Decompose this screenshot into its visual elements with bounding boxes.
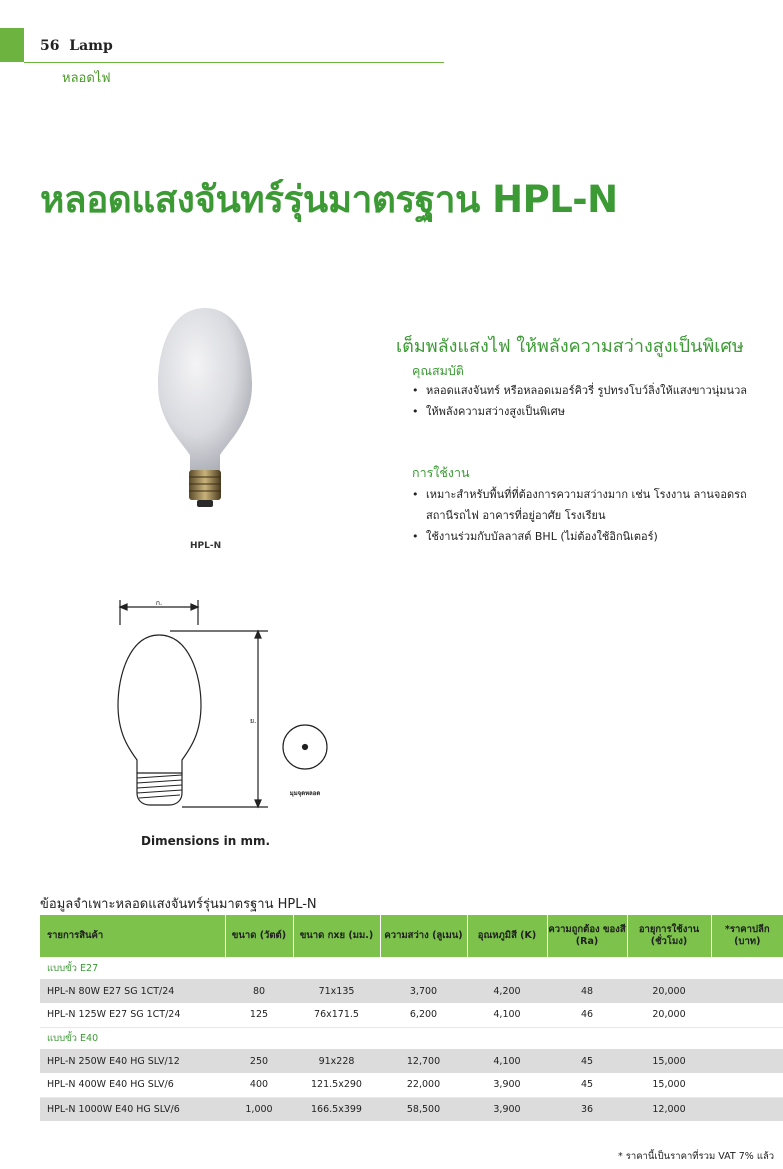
- cell-life: 15,000: [627, 1073, 711, 1097]
- group-label: แบบขั้ว E27: [47, 962, 99, 974]
- cell-watt: 250: [225, 1049, 293, 1073]
- cell-size: 121.5x290: [293, 1073, 380, 1097]
- cell-size: 71x135: [293, 979, 380, 1003]
- cell-watt: 1,000: [225, 1097, 293, 1121]
- dimensions-caption: Dimensions in mm.: [141, 834, 271, 848]
- list-item: • ให้พลังความสว่างสูงเป็นพิเศษ: [412, 401, 752, 422]
- cell-cct: 4,200: [467, 979, 547, 1003]
- features-heading: คุณสมบัติ: [412, 363, 464, 378]
- column-header: *ราคาปลีก (บาท): [711, 915, 783, 957]
- column-header: ความสว่าง (ลูเมน): [380, 915, 467, 957]
- dimension-diagram: [100, 595, 340, 815]
- cell-cct: 3,900: [467, 1073, 547, 1097]
- cell-cri: 45: [547, 1049, 627, 1073]
- page-header: [40, 38, 113, 54]
- cell-life: 20,000: [627, 1003, 711, 1027]
- table-row: [40, 1049, 783, 1073]
- header-accent-tab: [0, 28, 24, 62]
- table-row: [40, 1073, 783, 1097]
- group-row-e40: [40, 1027, 783, 1049]
- cell-price: [711, 1073, 783, 1097]
- cell-price: [711, 1049, 783, 1073]
- cell-product: HPL-N 80W E27 SG 1CT/24: [40, 979, 225, 1003]
- cell-price: [711, 1003, 783, 1027]
- table-row: [40, 1097, 783, 1121]
- cell-product: HPL-N 250W E40 HG SLV/12: [40, 1049, 225, 1073]
- product-photo-label: HPL-N: [190, 541, 222, 551]
- column-header: อายุการใช้งาน (ชั่วโมง): [627, 915, 711, 957]
- cell-size: 91x228: [293, 1049, 380, 1073]
- cell-life: 12,000: [627, 1097, 711, 1121]
- cell-lumen: 58,500: [380, 1097, 467, 1121]
- price-footnote: * ราคานี้เป็นราคาที่รวม VAT 7% แล้ว: [618, 1151, 775, 1162]
- cell-product: HPL-N 125W E27 SG 1CT/24: [40, 1003, 225, 1027]
- table-row: [40, 979, 783, 1003]
- cell-lumen: 3,700: [380, 979, 467, 1003]
- group-label: แบบขั้ว E40: [47, 1032, 99, 1044]
- cell-cri: 46: [547, 1003, 627, 1027]
- top-view-label: มุมจุดหลอด: [289, 790, 321, 797]
- cell-lumen: 22,000: [380, 1073, 467, 1097]
- column-header: ขนาด กxย (มม.): [293, 915, 380, 957]
- cell-lumen: 12,700: [380, 1049, 467, 1073]
- cell-price: [711, 1097, 783, 1121]
- list-item: • ใช้งานร่วมกับบัลลาสต์ BHL (ไม่ต้องใช้อิกนิเตอร์): [412, 526, 752, 547]
- cell-watt: 125: [225, 1003, 293, 1027]
- table-row: [40, 1003, 783, 1027]
- page-title: หลอดแสงจันทร์รุ่นมาตรฐาน HPL-N: [40, 178, 618, 221]
- column-header: รายการสินค้า: [40, 915, 225, 957]
- applications-list: [412, 484, 752, 547]
- features-list: [412, 380, 752, 422]
- applications-heading: การใช้งาน: [412, 465, 470, 480]
- product-photo-bulb: [150, 300, 260, 510]
- cell-product: HPL-N 1000W E40 HG SLV/6: [40, 1097, 225, 1121]
- column-header: อุณหภูมิสี (K): [467, 915, 547, 957]
- height-label: ย.: [250, 717, 257, 725]
- width-label: ก.: [155, 599, 163, 607]
- page-number: 56: [40, 38, 60, 54]
- section-name: Lamp: [69, 38, 113, 54]
- cell-watt: 80: [225, 979, 293, 1003]
- subsection-name: หลอดไฟ: [62, 71, 111, 86]
- cell-life: 20,000: [627, 979, 711, 1003]
- cell-price: [711, 979, 783, 1003]
- cell-cri: 36: [547, 1097, 627, 1121]
- group-row-e27: [40, 957, 783, 979]
- header-divider: [24, 62, 444, 63]
- cell-cct: 4,100: [467, 1049, 547, 1073]
- cell-size: 76x171.5: [293, 1003, 380, 1027]
- cell-cct: 4,100: [467, 1003, 547, 1027]
- column-header: ความถูกต้อง ของสี (Ra): [547, 915, 627, 957]
- table-header-row: [40, 915, 783, 957]
- cell-cri: 48: [547, 979, 627, 1003]
- column-header: ขนาด (วัตต์): [225, 915, 293, 957]
- cell-size: 166.5x399: [293, 1097, 380, 1121]
- cell-product: HPL-N 400W E40 HG SLV/6: [40, 1073, 225, 1097]
- spec-table: [40, 915, 783, 1121]
- cell-cri: 45: [547, 1073, 627, 1097]
- cell-life: 15,000: [627, 1049, 711, 1073]
- cell-lumen: 6,200: [380, 1003, 467, 1027]
- list-item: • หลอดแสงจันทร์ หรือหลอดเมอร์คิวรี่ รูปทรงโบว์ลิ่งให้แสงขาวนุ่มนวล: [412, 380, 752, 401]
- cell-watt: 400: [225, 1073, 293, 1097]
- spec-table-title: ข้อมูลจำเพาะหลอดแสงจันทร์รุ่นมาตรฐาน HPL-N: [40, 897, 317, 912]
- cell-cct: 3,900: [467, 1097, 547, 1121]
- list-item: • เหมาะสำหรับพื้นที่ที่ต้องการความสว่างมาก เช่น โรงงาน ลานจอดรถ สถานีรถไฟ อาคารที่อยู่อาศัย โรงเรียน: [412, 484, 752, 526]
- tagline: เต็มพลังแสงไฟ ให้พลังความสว่างสูงเป็นพิเศษ: [396, 336, 744, 357]
